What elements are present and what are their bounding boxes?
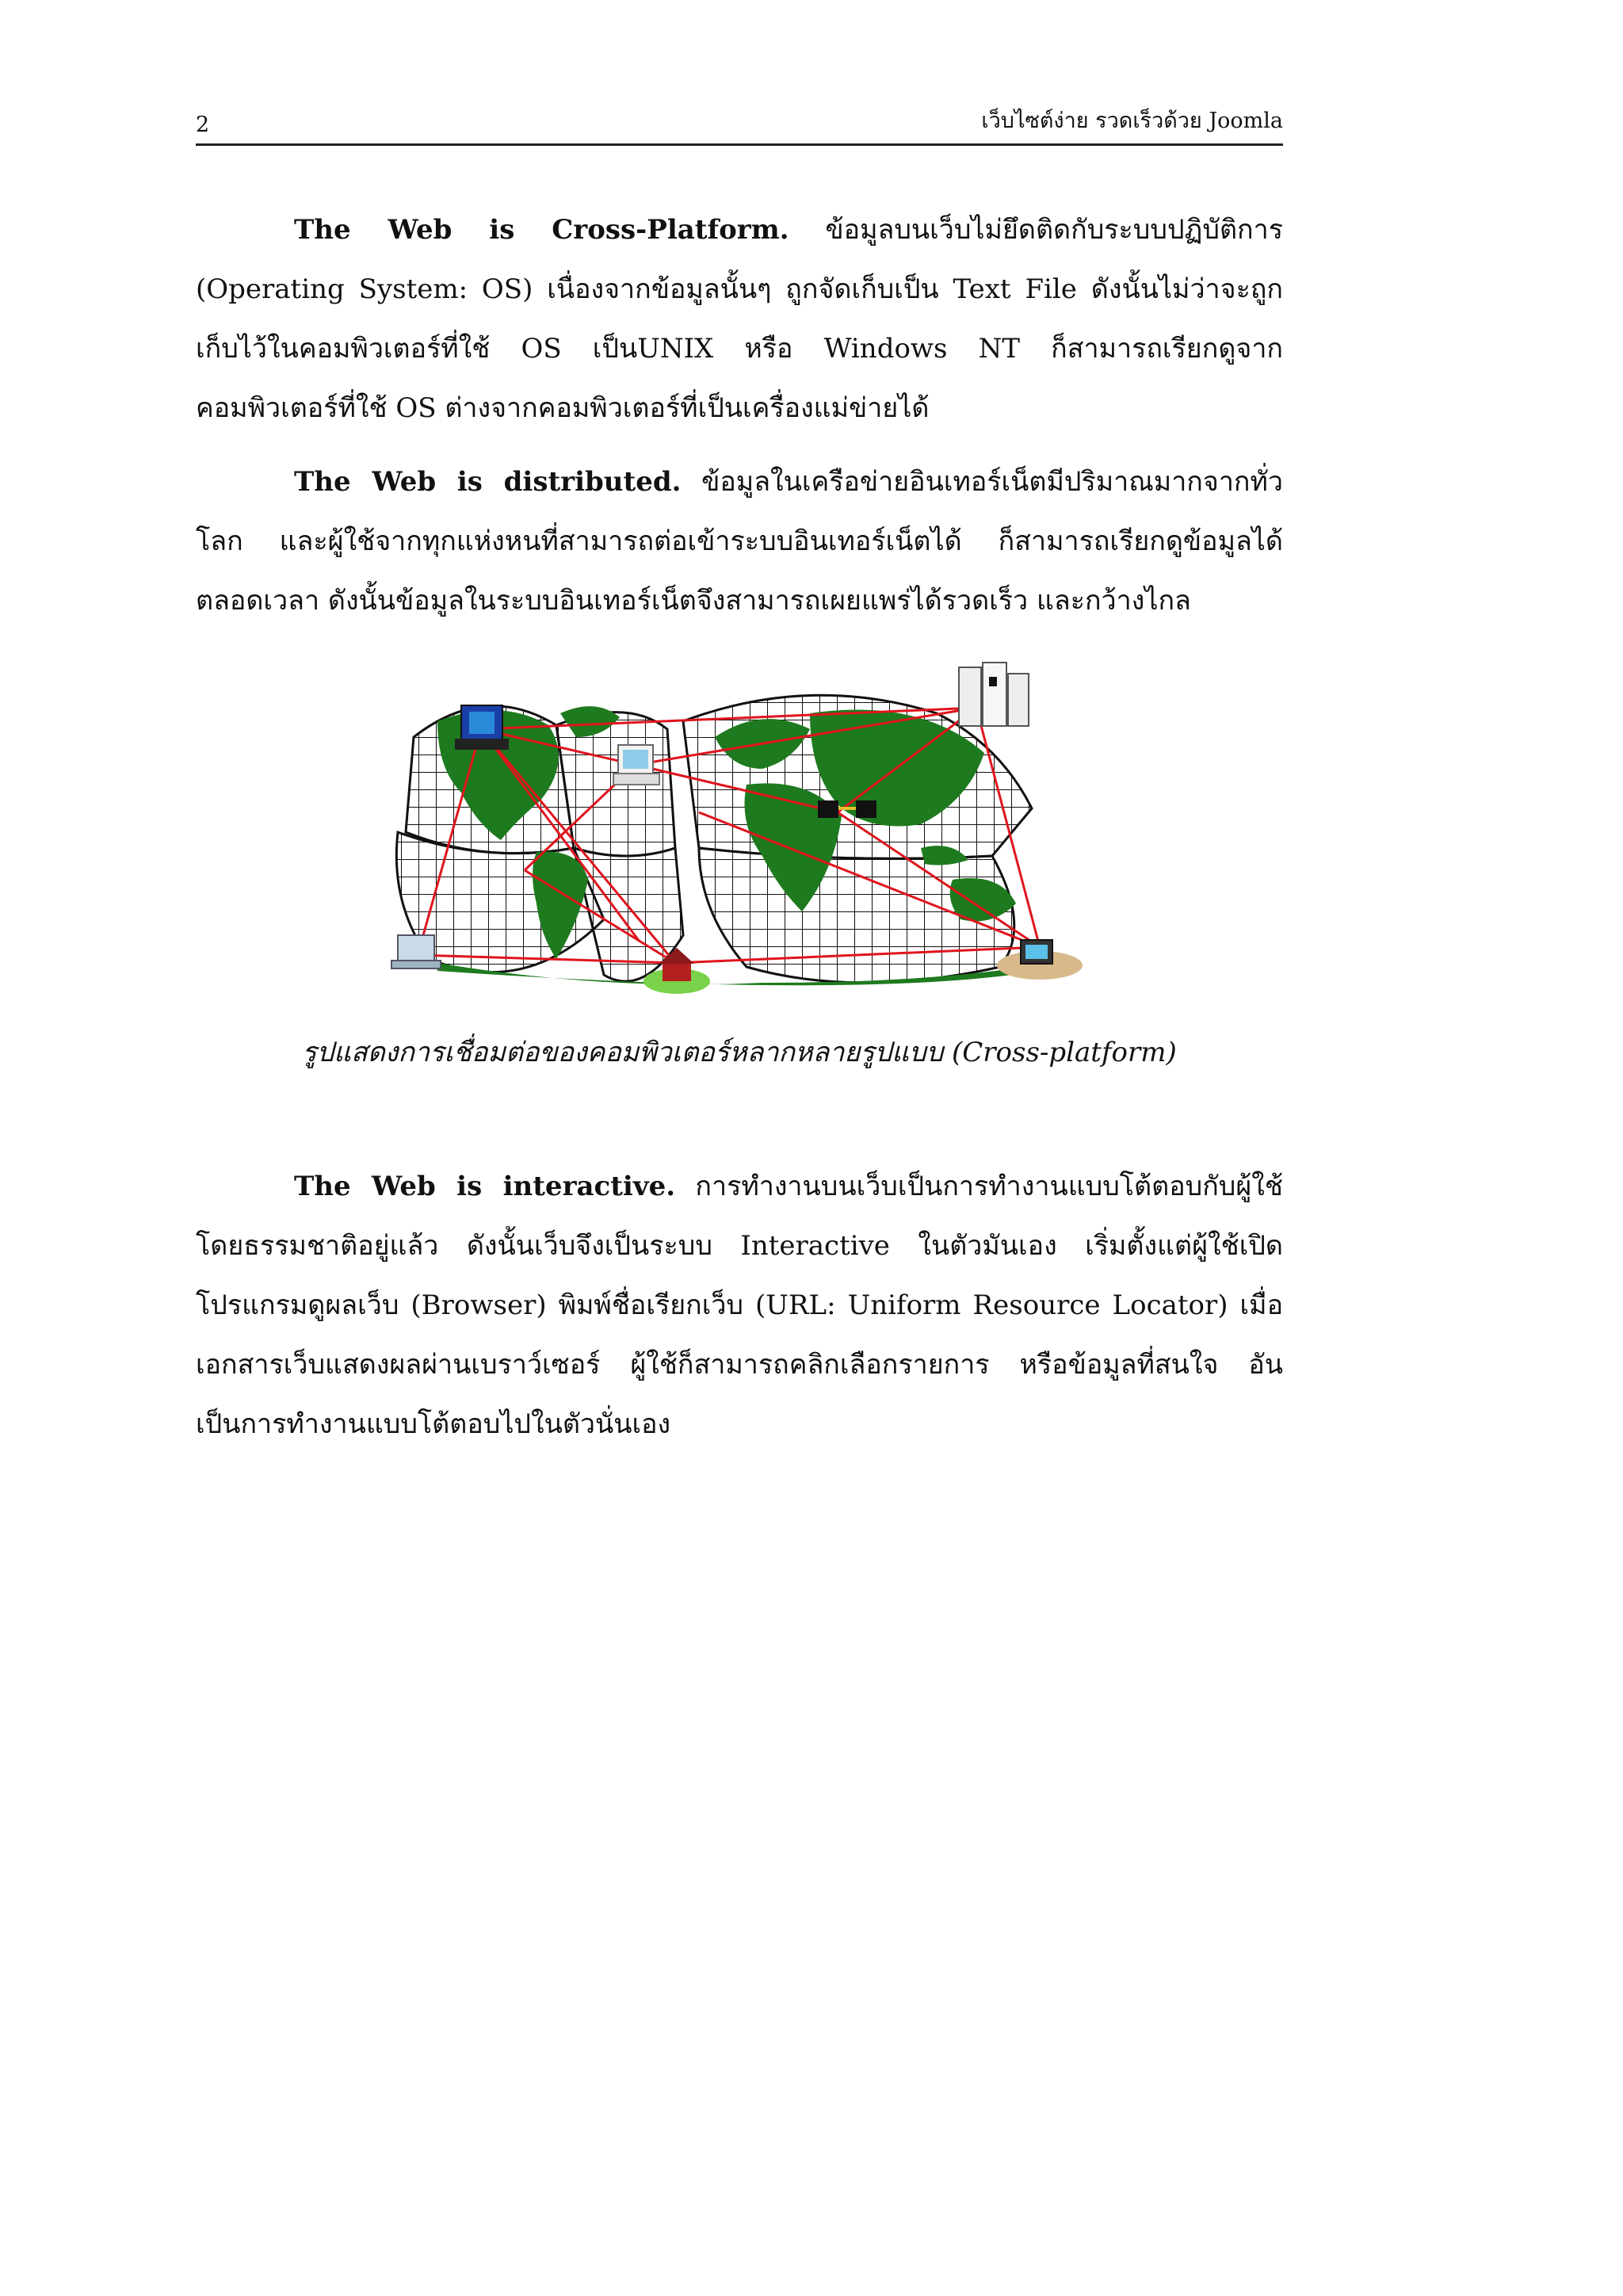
world-network-figure: [366, 650, 1111, 1013]
paragraph-lead: The Web is distributed.: [294, 466, 682, 498]
computer-blue-icon: [455, 705, 509, 750]
paragraph-text: ข้อมูลในเครือข่ายอินเทอร์เน็ตมีปริมาณมากจากทั่วโลก และผู้ใช้จากทุกแห่งหนที่สามารถต่อเข้าระบบอินเทอร์เน็ตได้ ก็สามารถเรียกดูข้อมูลได้ตลอดเวลา ดังนั้นข้อมูลในระบบอินเทอร์เน็ตจึงสามารถเผยแพร่ได้รวดเร็ว และกว้างไกล: [196, 466, 1283, 617]
figure-caption: รูปแสดงการเชื่อมต่อของคอมพิวเตอร์หลากหลายรูปแบบ (Cross-platform): [302, 1037, 1177, 1068]
paragraph-lead: The Web is Cross-Platform.: [294, 214, 789, 246]
paragraph-lead: The Web is interactive.: [294, 1171, 676, 1202]
laptop-icon: [391, 935, 441, 968]
paragraph-cross-platform: [196, 201, 1283, 438]
server-tower-icon: [959, 663, 1029, 726]
paragraph-distributed: [196, 453, 1283, 631]
paragraph-text: ข้อมูลบนเว็บไม่ยึดติดกับระบบปฏิบัติการ (Operating System: OS) เนื่องจากข้อมูลนั้นๆ ถูกจัดเก็บเป็น Text File ดังนั้นไม่ว่าจะถูกเก็บไว้ในคอมพิวเตอร์ที่ใช้ OS เป็นUNIX หรือ Windows NT ก็สามารถเรียกดูจากคอมพิวเตอร์ที่ใช้ OS ต่างจากคอมพิวเตอร์ที่เป็นเครื่องแม่ข่ายได้: [196, 214, 1283, 424]
page-number: 2: [196, 113, 210, 137]
page-header: [196, 101, 1283, 146]
running-title: เว็บไซต์ง่าย รวดเร็วด้วย Joomla: [981, 109, 1283, 133]
paragraph-interactive: [196, 1157, 1283, 1454]
paragraph-text: การทำงานบนเว็บเป็นการทำงานแบบโต้ตอบกับผู้ใช้โดยธรรมชาติอยู่แล้ว ดังนั้นเว็บจึงเป็นระบบ Interactive ในตัวมันเอง เริ่มตั้งแต่ผู้ใช้เปิดโปรแกรมดูผลเว็บ (Browser) พิมพ์ชื่อเรียกเว็บ (URL: Uniform Resource Locator) เมื่อเอกสารเว็บแสดงผลผ่านเบราว์เซอร์ ผู้ใช้ก็สามารถคลิกเลือกรายการ หรือข้อมูลที่สนใจ อันเป็นการทำงานแบบโต้ตอบไปในตัวนั่นเอง: [196, 1171, 1283, 1440]
computer-white-icon: [613, 745, 659, 785]
